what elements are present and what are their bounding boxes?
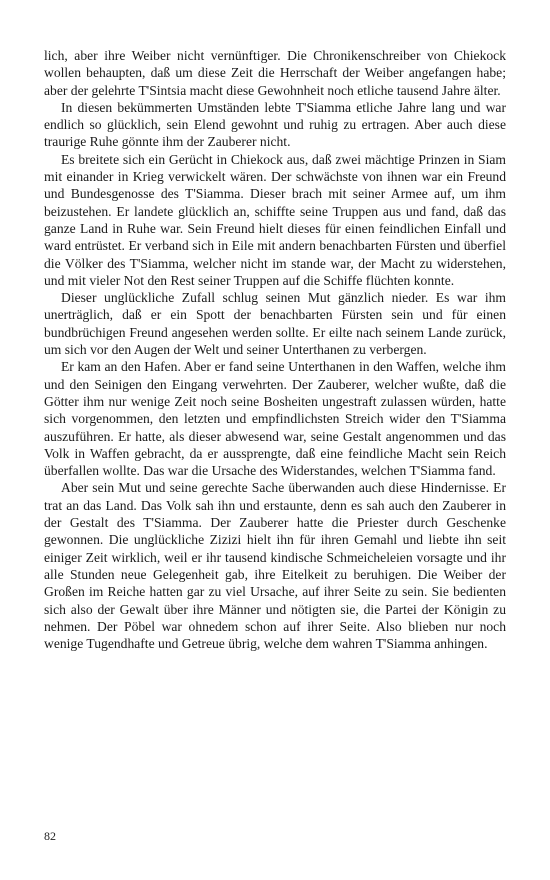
paragraph: Dieser unglückliche Zufall schlug seinen Mut gänzlich nieder. Es war ihm unerträglich, daß er ein Spott der benachbarten Fürsten sein und für einen bundbrüchigen Freund angesehen werden sollte. Er eilte nach seinem Lande zurück, um sich vor den Augen der Welt und seiner Unterthanen zu verbergen. — [44, 290, 506, 358]
paragraph: Er kam an den Hafen. Aber er fand seine Unterthanen in den Waffen, welche ihm und den Seinigen den Eingang verwehrten. Der Zauberer, welcher wußte, daß die Götter ihm nur wenige Zeit noch seine Bosheiten ungestraft zulassen würden, hatte sich vorgenommen, den letzten und empfindlichsten Streich wider den T'Siamma auszuführen. Er hatte, als dieser abwesend war, seine Gestalt angenommen und das Volk in Waffen gebracht, da er aussprengte, daß eine feindliche Macht sein Reich überfallen wollte. Das war die Ursache des Widerstandes, welchen T'Siamma fand. — [44, 359, 506, 479]
paragraph: Es breitete sich ein Gerücht in Chiekock aus, daß zwei mächtige Prinzen in Siam mit einander in Krieg verwickelt wären. Der schwächste von ihnen war ein Freund und Bundesgenosse des T'Siamma. Dieser brach mit seiner Armee auf, um ihm beizustehen. Er landete glücklich an, schiffte seine Truppen aus und fand, daß das ganze Land in Ruhe war. Sein Freund hielt dieses für einen feindlichen Einfall und ward entrüstet. Er verband sich in Eile mit andern benachbarten Fürsten und überfiel die Völker des T'Siamma, welcher nicht im stande war, der Macht zu widerstehen, und mit vieler Not den Rest seiner Truppen auf die Schiffe flüchten konnte. — [44, 151, 506, 288]
page-number: 82 — [44, 829, 56, 843]
paragraph-continued: lich, aber ihre Weiber nicht vernünftiger. Die Chronikenschreiber von Chiekock wollen behaupten, daß um diese Zeit die Herrschaft der Weiber angefangen habe; aber der gelehrte T'Sintsia macht diese Gewohnheit noch etliche tausend Jahre älter. — [44, 48, 506, 98]
paragraph: In diesen bekümmerten Umständen lebte T'Siamma etliche Jahre lang und war endlich so glücklich, sein Elend gewohnt und ruhig zu ertragen. Aber auch diese traurige Ruhe gönnte ihm der Zauberer nicht. — [44, 99, 506, 150]
paragraph: Aber sein Mut und seine gerechte Sache überwanden auch diese Hindernisse. Er trat an das Land. Das Volk sah ihn und erstaunte, denn es sah auch den Zauberer in der Gestalt des T'Siamma. Der Zauberer hatte die Priester durch Geschenke gewonnen. Die unglückliche Zizizi hielt ihn für ihren Gemahl und liebte ihn seit einiger Zeit wirklich, weil er ihr tausend kindische Schmeicheleien vorsagte und ihr alle Stunden neue Gelegenheit gab, ihre Eitelkeit zu beruhigen. Die Weiber der Großen im Reiche hatten gar zu viel Ursache, auf ihrer Seite zu sein. Sie bedienten sich also der Gewalt über ihre Männer und nötigten sie, die Partei der Königin zu nehmen. Der Pöbel war ohnedem schon auf ihrer Seite. Also blieben nur noch wenige Tugendhafte und Getreue übrig, welche dem wahren T'Siamma anhingen. — [44, 480, 506, 652]
body-text — [44, 47, 506, 652]
